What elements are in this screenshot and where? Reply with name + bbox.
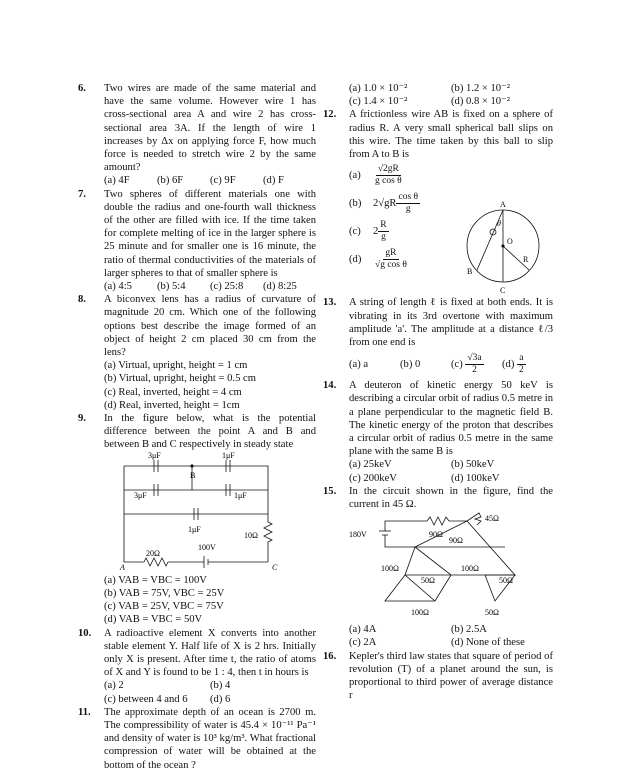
label-c1: 3μF — [148, 451, 161, 460]
question-9 — [78, 412, 316, 626]
option-a[interactable]: (a) Virtual, upright, height = 1 cm — [104, 360, 248, 372]
option-d[interactable]: (d) $\frac{gR}{\text{√g cos θ}}$ — [349, 247, 407, 270]
options — [349, 95, 553, 108]
question-number: 6. — [78, 83, 86, 94]
option-d[interactable]: (d) VAB = VBC = 50V — [104, 614, 203, 626]
resistor-network-figure — [345, 511, 545, 623]
question-15 — [323, 485, 553, 650]
options — [104, 679, 316, 692]
question-number: 16. — [323, 650, 337, 662]
option-a[interactable]: (a) 1.0 × 10⁻² — [349, 83, 408, 94]
label-c: C — [272, 562, 278, 572]
question-13 — [323, 296, 553, 379]
label-a: A — [500, 200, 506, 210]
label-r90b: 90Ω — [449, 536, 463, 546]
option-b[interactable]: (b) VAB = 75V, VBC = 25V — [104, 587, 225, 599]
question-number: 14. — [323, 380, 337, 392]
option-d[interactable]: (d) 0.8 × 10⁻² — [451, 96, 510, 108]
option-d[interactable]: (d) None of these — [451, 637, 525, 649]
label-r100b: 100Ω — [461, 564, 479, 574]
option-d[interactable]: (d) $\frac{a}{2}$ — [502, 352, 524, 375]
option-a[interactable]: (a) 4:5 — [104, 281, 132, 293]
label-a: A — [120, 562, 125, 572]
option-b[interactable]: (b) 0 — [400, 358, 421, 370]
options — [349, 636, 553, 649]
label-c3: 3μF — [134, 490, 147, 500]
question-text: The approximate depth of an ocean is 2700 m. The compressibility of water is 45.4 × 10⁻¹¹ Pa⁻¹ and density of water is 10³ kg/m³. What fractional compression of water will be obtained at the bottom of the ocean ? — [104, 706, 316, 771]
option-c[interactable]: (c) between 4 and 6 — [104, 693, 188, 705]
option-c[interactable]: (c) Real, inverted, height = 4 cm — [104, 386, 242, 398]
option-b[interactable]: (b) 2√gR $\frac{\text{cos θ}}{g}$ — [349, 191, 419, 214]
label-r1: 10Ω — [244, 530, 258, 540]
question-text: Two wires are made of the same material and have the same volume. However wire 1 has cross-sectional area A and wire 2 has cross-sectional area 3A. If the length of wire 1 increases by Δx on applying force F, how much force is needed to stretch wire 2 by the same amount? — [104, 83, 316, 174]
option-c[interactable]: (c) 2 $\frac{R}{g}$ — [349, 219, 387, 242]
right-column — [323, 82, 553, 702]
capacitor-circuit-figure — [94, 452, 306, 574]
sphere-wire-figure — [453, 200, 553, 296]
question-number: 9. — [78, 413, 86, 425]
label-v: 180V — [349, 530, 367, 540]
question-7 — [78, 188, 316, 294]
option-a[interactable]: (a) 2 — [104, 680, 124, 692]
options — [349, 472, 553, 485]
option-b[interactable]: (b) 6F — [157, 175, 184, 187]
question-12 — [323, 108, 553, 296]
question-8 — [78, 293, 316, 412]
option-a[interactable]: (a) a — [349, 358, 369, 370]
option-b[interactable]: (b) 4 — [210, 680, 231, 692]
label-c2: 1μF — [222, 451, 235, 460]
label-b: B — [467, 267, 473, 277]
label-r45: 45Ω — [485, 514, 499, 524]
question-10 — [78, 627, 316, 706]
option-d[interactable]: (d) 6 — [210, 693, 231, 705]
label-c: C — [500, 286, 506, 296]
label-r50a: 50Ω — [421, 576, 435, 586]
question-6 — [78, 82, 316, 188]
options — [349, 82, 553, 95]
option-d[interactable]: (d) F — [263, 175, 284, 187]
label-r100a: 100Ω — [381, 564, 399, 574]
label-r90a: 90Ω — [429, 530, 443, 540]
question-14 — [323, 379, 553, 485]
question-number: 15. — [323, 485, 337, 497]
label-c4: 1μF — [234, 490, 247, 500]
option-a[interactable]: (a) VAB = VBC = 100V — [104, 574, 207, 586]
label-b: B — [190, 470, 196, 480]
label-o: O — [507, 237, 513, 247]
question-text: A frictionless wire AB is fixed on a sphere of radius R. A very small spherical ball slips on this wire. The time taken by this ball to slip from A to B is — [349, 109, 553, 161]
question-text: A string of length ℓ is fixed at both ends. It is vibrating in its 3rd overtone with maximum amplitude 'a'. The amplitude at a distance ℓ/3 from one end is — [349, 297, 553, 349]
option-b[interactable]: (b) 1.2 × 10⁻² — [451, 83, 510, 94]
label-c5: 1μF — [188, 524, 201, 534]
option-b[interactable]: (b) 50keV — [451, 459, 495, 471]
option-c[interactable]: (c) 2A — [349, 637, 377, 649]
question-text: In the figure below, what is the potential difference between the point A and B and between B and C respectively in steady state — [104, 413, 316, 451]
question-text: In the circuit shown in the figure, find the current in 45 Ω. — [349, 485, 553, 511]
options — [104, 280, 316, 293]
node-b — [190, 464, 193, 467]
option-c[interactable]: (c) $\frac{√3a}{2}$ — [451, 352, 482, 375]
label-v: 100V — [198, 542, 216, 552]
question-text: A radioactive element X converts into another stable element Y. Half life of X is 2 hrs. Initially only X is present. After time t, the ratio of atoms of X and Y is found to be 1 : 4, then t in hours is — [104, 627, 316, 679]
question-text: A biconvex lens has a radius of curvature of magnitude 20 cm. Which one of the following options best describe the image formed of an object of height 2 cm placed 30 cm from the lens? — [104, 294, 316, 359]
options — [104, 174, 316, 187]
options — [349, 458, 553, 471]
option-c[interactable]: (c) 1.4 × 10⁻² — [349, 96, 408, 108]
label-r50c: 50Ω — [485, 608, 499, 618]
question-11 — [78, 706, 316, 772]
option-b[interactable]: (b) 2.5A — [451, 624, 487, 636]
label-r50b: 50Ω — [499, 576, 513, 586]
option-c[interactable]: (c) 25:8 — [210, 281, 244, 293]
option-c[interactable]: (c) 9F — [210, 175, 236, 187]
question-number: 7. — [78, 188, 86, 200]
label-r: R — [523, 255, 529, 265]
option-a[interactable]: (a) 4F — [104, 175, 130, 187]
option-a[interactable]: (a) 4A — [349, 624, 377, 636]
options — [104, 693, 316, 706]
options — [349, 623, 553, 636]
question-number: 13. — [323, 297, 337, 309]
label-r100c: 100Ω — [411, 608, 429, 618]
label-theta: θ — [497, 219, 501, 229]
options — [349, 349, 553, 379]
question-text: A deuteron of kinetic energy 50 keV is describing a circular orbit of radius 0.5 metre in a plane perpendicular to the magnetic field B. The kinetic energy of the proton that describes a circular orbit of radius 0.5 metre in the same plane with the same B is — [349, 380, 553, 458]
question-11-options — [323, 82, 553, 108]
option-a[interactable]: (a) $\frac{√2gR}{\text{g cos θ}}$ — [349, 163, 402, 186]
question-number: 8. — [78, 294, 86, 306]
question-number: 10. — [78, 627, 92, 639]
option-c[interactable]: (c) 200keV — [349, 472, 397, 484]
option-d[interactable]: (d) 100keV — [451, 472, 500, 484]
label-r2: 20Ω — [146, 548, 160, 558]
question-16 — [323, 650, 553, 703]
option-c[interactable]: (c) VAB = 25V, VBC = 75V — [104, 601, 224, 613]
option-b[interactable]: (b) Virtual, upright, height = 0.5 cm — [104, 373, 256, 385]
question-text: Kepler's third law states that square of period of revolution (T) of a planet around the sun, is proportional to third power of average distance r — [349, 650, 553, 702]
question-text: Two spheres of different materials one with double the radius and one-fourth wall thickness of the other are filled with ice. If the time taken for complete melting of ice in the larger sphere is 25 minute and for smaller one is 16 minute, the ratio of thermal conductivities of the materials of larger spheres to that of smaller sphere is — [104, 188, 316, 279]
question-number: 12. — [323, 109, 337, 121]
question-number: 11. — [78, 706, 91, 718]
option-b[interactable]: (b) 5:4 — [157, 281, 186, 293]
option-a[interactable]: (a) 25keV — [349, 459, 392, 471]
option-d[interactable]: (d) Real, inverted, height = 1cm — [104, 399, 240, 411]
left-column — [78, 82, 316, 772]
option-d[interactable]: (d) 8:25 — [263, 281, 297, 293]
